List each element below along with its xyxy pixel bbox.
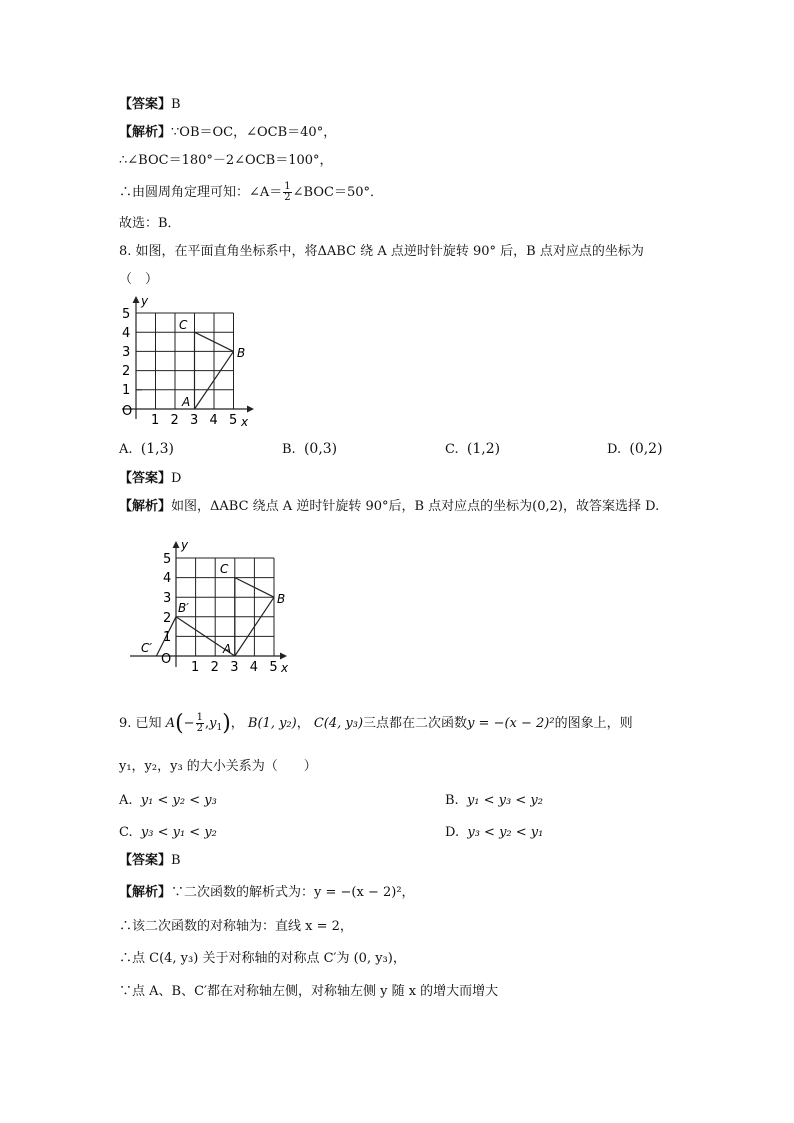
paren-close: ) (222, 711, 231, 736)
x-tick-label: 1 (151, 413, 160, 428)
option-value: (1,2) (466, 441, 501, 457)
q9-option-d (445, 824, 543, 842)
y-tick-label: 2 (163, 611, 172, 626)
analysis-tag: 【解析】 (119, 125, 172, 140)
analysis-text: 如图，ΔABC 绕点 A 逆时针旋转 90°后，B 点对应点的坐标为(0,2)，故答案选择 D. (171, 499, 660, 514)
option-value: (0,2) (629, 441, 663, 457)
option-letter: B. (445, 793, 459, 808)
q9-analysis-line-4: ∵点 A、B、C′都在对称轴左侧，对称轴左侧 y 随 x 的增大而增大 (119, 984, 499, 999)
x-axis-label: x (281, 661, 289, 675)
option-letter: A. (119, 793, 133, 808)
analysis-text: ∵OB＝OC，∠OCB＝40°， (171, 125, 337, 140)
q9-answer (119, 852, 181, 870)
x-tick-label: 3 (190, 413, 199, 428)
analysis-text: ∵二次函数的解析式为：y = −(x − 2)²， (171, 885, 415, 900)
point-b-prime-label: B′ (178, 601, 189, 615)
analysis-tag: 【解析】 (119, 885, 172, 900)
option-letter: C. (445, 442, 459, 457)
point-c-label: C (179, 318, 188, 332)
option-value: (1,3) (140, 441, 174, 457)
x-tick-label: 2 (210, 660, 219, 675)
option-letter: C. (119, 825, 133, 840)
y-tick-label: 1 (122, 383, 131, 398)
q9-stem-line-2: y₁，y₂，y₃ 的大小关系为（ ） (119, 759, 317, 774)
q9-option-b (445, 792, 543, 810)
fraction-numerator: 1 (196, 712, 203, 723)
q7-answer (119, 96, 181, 114)
y-tick-label: 4 (122, 326, 131, 341)
y-axis-label: y (181, 538, 189, 552)
q9-option-c (119, 824, 217, 842)
fraction (196, 713, 204, 734)
option-letter: D. (607, 442, 622, 457)
analysis-tag: 【解析】 (119, 499, 172, 514)
option-value: y₃ < y₁ < y₂ (140, 825, 217, 840)
y-tick-label: 5 (122, 307, 131, 322)
point-a-name: A (165, 716, 176, 731)
x-tick-label: 2 (170, 413, 179, 428)
origin-label: O (161, 652, 172, 667)
fraction-numerator: 1 (284, 181, 291, 192)
y-axis-label: y (141, 294, 149, 308)
option-value: y₁ < y₃ < y₂ (466, 793, 543, 808)
q9-option-a (119, 792, 217, 810)
q8-stem-line-1: 8. 如图，在平面直角坐标系中，将ΔABC 绕 A 点逆时针旋转 90° 后，B 点对应点的坐标为 (119, 244, 644, 259)
option-value: y₃ < y₂ < y₁ (467, 825, 544, 840)
stem-text: 的图象上，则 (554, 716, 633, 731)
q8-option-c (445, 440, 500, 459)
fraction-denominator: 2 (284, 192, 291, 203)
y-tick-label: 2 (122, 364, 131, 379)
x-tick-label: 1 (191, 660, 200, 675)
fraction-denominator: 2 (196, 723, 203, 734)
origin-label: O (122, 404, 133, 419)
q8-answer (119, 470, 181, 488)
option-value: y₁ < y₂ < y₃ (140, 793, 217, 808)
point-a-label: A (223, 642, 232, 656)
q8-analysis (119, 498, 659, 516)
q8-option-b (282, 440, 337, 459)
point-b: B(1, y₂) (247, 716, 297, 731)
answer-tag: 【答案】 (119, 471, 172, 486)
x-tick-label: 4 (249, 660, 259, 675)
point-c-label: C (220, 562, 229, 576)
q8-solution-figure (128, 537, 293, 677)
point-c: C(4, y₃) (313, 716, 364, 731)
y-tick-label: 3 (163, 591, 172, 606)
y-tick-label: 5 (163, 552, 172, 567)
answer-tag: 【答案】 (119, 853, 172, 868)
stem-text: 9. 已知 (119, 716, 162, 731)
x-tick-label: 4 (209, 413, 218, 428)
option-letter: A. (119, 442, 133, 457)
analysis-text: ∴由圆周角定理可知：∠A＝ (119, 185, 283, 200)
option-value: (0,3) (303, 441, 338, 457)
q7-analysis-line-2: ∴∠BOC＝180°－2∠OCB＝100°， (119, 153, 333, 168)
q7-analysis-line-3 (119, 182, 383, 203)
answer-value: B (171, 97, 181, 112)
point-b-label: B (237, 346, 246, 360)
q8-option-a (119, 440, 174, 459)
answer-tag: 【答案】 (119, 97, 172, 112)
paren-open: ( (175, 711, 184, 736)
q7-choice: 故选：B． (119, 216, 181, 231)
q9-analysis-line-1 (119, 884, 415, 902)
y-tick-label: 4 (163, 571, 172, 586)
analysis-text: ∠BOC＝50°． (292, 185, 383, 200)
q7-analysis-line-1 (119, 124, 336, 142)
stem-text: 三点都在二次函数 (363, 716, 468, 731)
x-tick-label: 5 (269, 660, 278, 675)
y-tick-label: 3 (122, 345, 131, 360)
x-tick-label: 3 (230, 660, 239, 675)
q8-stem-line-2: （ ） (119, 272, 159, 287)
q9-stem-line-1: 9. 已知 A(− $\frac{1}{2}$ $,y_1$)， B(1, y₂)， C(4, y₃)三点都在二次函数y = −(x − 2)²的图象上，则 (119, 711, 633, 736)
x-tick-label: 5 (229, 413, 238, 428)
q8-figure-grid (112, 293, 262, 433)
option-letter: B. (282, 442, 296, 457)
q9-analysis-line-3: ∴点 C(4, y₃) 关于对称轴的对称点 C′为 (0, y₃)， (119, 951, 406, 966)
answer-value: D (171, 471, 182, 486)
option-letter: D. (445, 825, 460, 840)
x-axis-label: x (241, 415, 249, 429)
q9-analysis-line-2: ∴该二次函数的对称轴为：直线 x = 2， (119, 919, 353, 934)
point-a-label: A (182, 395, 191, 409)
y-tick-label: 1 (163, 630, 172, 645)
point-b-label: B (277, 592, 286, 606)
function-expression: y = −(x − 2)² (467, 716, 555, 731)
fraction (283, 182, 291, 203)
answer-value: B (171, 853, 181, 868)
point-c-prime-label: C′ (141, 641, 153, 655)
q8-option-d (607, 440, 663, 459)
